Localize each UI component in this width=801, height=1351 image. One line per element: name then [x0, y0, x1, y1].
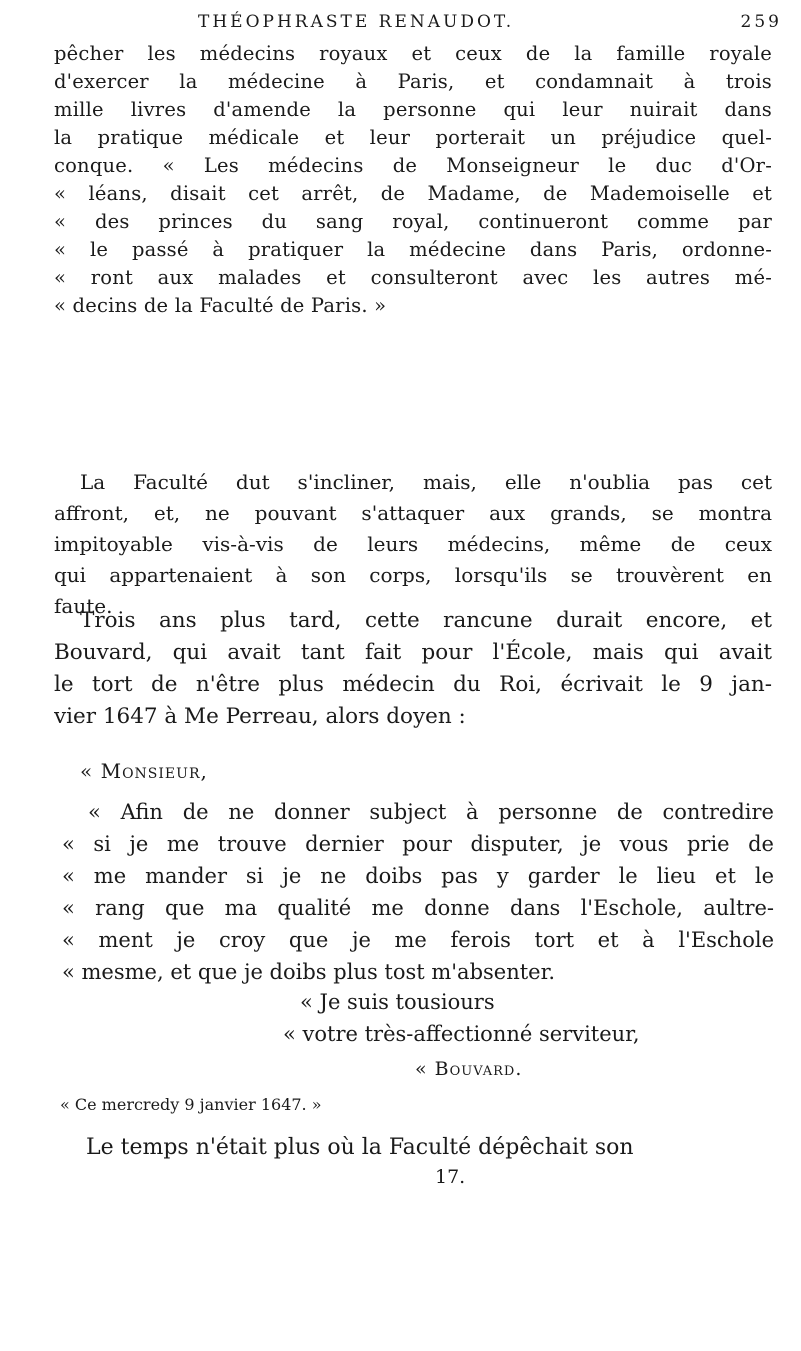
- paragraph-2: [54, 467, 772, 622]
- text-line: Trois ans plus tard, cette rancune durait encore, et: [80, 608, 772, 633]
- text-line: d'exercer la médecine à Paris, et condamnait à trois: [54, 70, 772, 93]
- letter-line: « rang que ma qualité me donne dans l'Eschole, aultre-: [62, 896, 774, 920]
- letter-line: « ment je croy que je me ferois tort et à l'Eschole: [62, 928, 774, 952]
- text-line: vier 1647 à Me Perreau, alors doyen :: [54, 704, 466, 729]
- running-head: [60, 12, 800, 34]
- letter-closing-2: « votre très-affectionné serviteur,: [283, 1022, 640, 1046]
- page-number: 259: [740, 12, 782, 32]
- letter-body: [62, 796, 774, 988]
- letter-salutation: « Monsieur,: [80, 759, 208, 783]
- text-line: impitoyable vis-à-vis de leurs médecins, même de ceux: [54, 532, 772, 556]
- text-line: affront, et, ne pouvant s'attaquer aux grands, se montra: [54, 501, 772, 525]
- text-line: faute.: [54, 594, 113, 618]
- printer-signature-mark: 17.: [435, 1166, 466, 1188]
- letter-closing-1: « Je suis tousiours: [300, 990, 495, 1014]
- text-line: Le temps n'était plus où la Faculté dépêchait son: [86, 1135, 634, 1160]
- letter-line: « me mander si je ne doibs pas y garder le lieu et le: [62, 864, 774, 888]
- text-line: qui appartenaient à son corps, lorsqu'ils se trouvèrent en: [54, 563, 772, 587]
- text-line: « ront aux malades et consulteront avec les autres mé-: [54, 266, 772, 289]
- paragraph-3: [54, 605, 772, 733]
- running-head-title: THÉOPHRASTE RENAUDOT.: [198, 12, 515, 32]
- text-line: « decins de la Faculté de Paris. »: [54, 294, 387, 317]
- paragraph-4: [60, 1132, 774, 1164]
- text-line: le tort de n'être plus médecin du Roi, écrivait le 9 jan-: [54, 672, 772, 697]
- text-line: la pratique médicale et leur porterait un préjudice quel-: [54, 126, 772, 149]
- letter-line: « Afin de ne donner subject à personne de contredire: [88, 800, 774, 824]
- text-line: « le passé à pratiquer la médecine dans Paris, ordonne-: [54, 238, 772, 261]
- text-line: « des princes du sang royal, continueront comme par: [54, 210, 772, 233]
- text-line: conque. « Les médecins de Monseigneur le duc d'Or-: [54, 154, 772, 177]
- text-line: La Faculté dut s'incliner, mais, elle n'oublia pas cet: [80, 470, 772, 494]
- paragraph-1: [54, 40, 772, 320]
- text-line: mille livres d'amende la personne qui leur nuirait dans: [54, 98, 772, 121]
- letter-signature: « Bouvard.: [415, 1058, 523, 1080]
- letter-line: « si je me trouve dernier pour disputer, je vous prie de: [62, 832, 774, 856]
- text-line: pêcher les médecins royaux et ceux de la famille royale: [54, 42, 772, 65]
- text-line: « léans, disait cet arrêt, de Madame, de Mademoiselle et: [54, 182, 772, 205]
- letter-line: « mesme, et que je doibs plus tost m'absenter.: [62, 960, 556, 984]
- text-line: Bouvard, qui avait tant fait pour l'École, mais qui avait: [54, 640, 772, 665]
- letter-dateline: « Ce mercredy 9 janvier 1647. »: [60, 1095, 322, 1114]
